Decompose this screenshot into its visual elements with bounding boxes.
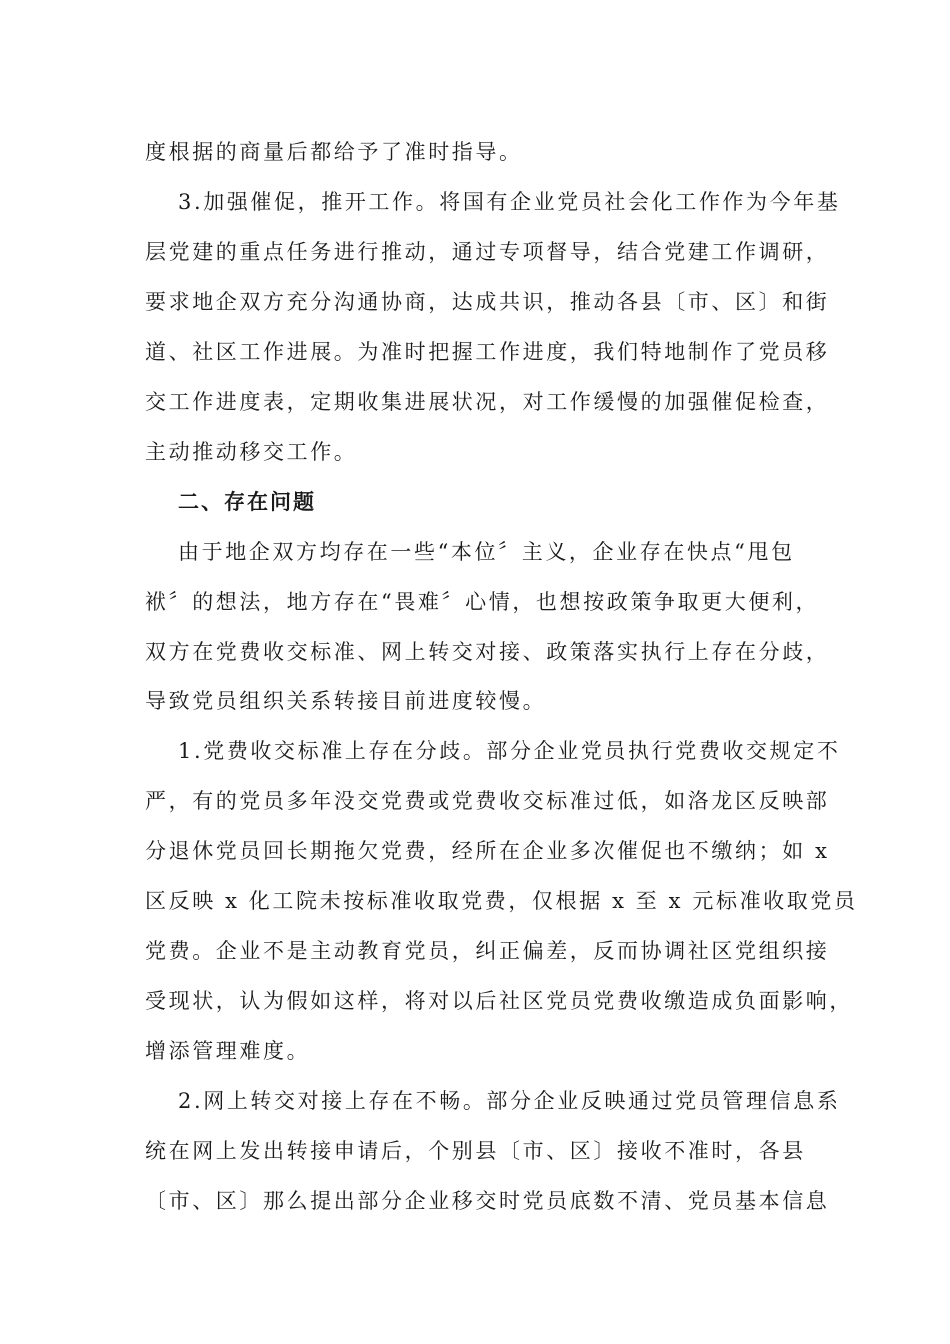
text-line: 要求地企双方充分沟通协商，达成共识，推动各县〔市、区〕和街 — [145, 290, 830, 314]
text-line: 2.网上转交对接上存在不畅。部分企业反映通过党员管理信息系 — [178, 1089, 841, 1113]
text-line: 区反映 x 化工院未按标准收取党费，仅根据 x 至 x 元标准收取党员 — [145, 889, 858, 913]
text-line: 度根据的商量后都给予了准时指导。 — [145, 140, 523, 164]
text-line: 层党建的重点任务进行推动，通过专项督导，结合党建工作调研， — [145, 240, 830, 264]
text-line: 统在网上发出转接申请后，个别县〔市、区〕接收不准时，各县 — [145, 1139, 806, 1163]
text-line: 1.党费收交标准上存在分歧。部分企业党员执行党费收交规定不 — [178, 739, 841, 763]
text-line: 分退休党员回长期拖欠党费，经所在企业多次催促也不缴纳；如 x — [145, 839, 830, 863]
text-line: 受现状，认为假如这样，将对以后社区党员党费收缴造成负面影响， — [145, 989, 853, 1013]
text-line: 〔市、区〕那么提出部分企业移交时党员底数不清、党员基本信息 — [145, 1189, 830, 1213]
text-line: 交工作进度表，定期收集进展状况，对工作缓慢的加强催促检查， — [145, 390, 830, 414]
text-line: 3.加强催促，推开工作。将国有企业党员社会化工作作为今年基 — [178, 190, 841, 214]
text-line: 由于地企双方均存在一些“本位〞主义，企业存在快点“甩包 — [178, 540, 795, 564]
text-line: 严，有的党员多年没交党费或党费收交标准过低，如洛龙区反映部 — [145, 789, 830, 813]
text-line: 道、社区工作进展。为准时把握工作进度，我们特地制作了党员移 — [145, 340, 830, 364]
text-line: 袱〞的想法，地方存在“畏难〞心情，也想按政策争取更大便利， — [145, 590, 820, 614]
text-line: 增添管理难度。 — [145, 1039, 311, 1063]
text-line: 党费。企业不是主动教育党员，纠正偏差，反而协调社区党组织接 — [145, 939, 830, 963]
section-heading: 二、存在问题 — [178, 489, 316, 514]
text-line: 主动推动移交工作。 — [145, 440, 358, 464]
text-line: 导致党员组织关系转接目前进度较慢。 — [145, 689, 547, 713]
text-line: 双方在党费收交标准、网上转交对接、政策落实执行上存在分歧， — [145, 640, 830, 664]
